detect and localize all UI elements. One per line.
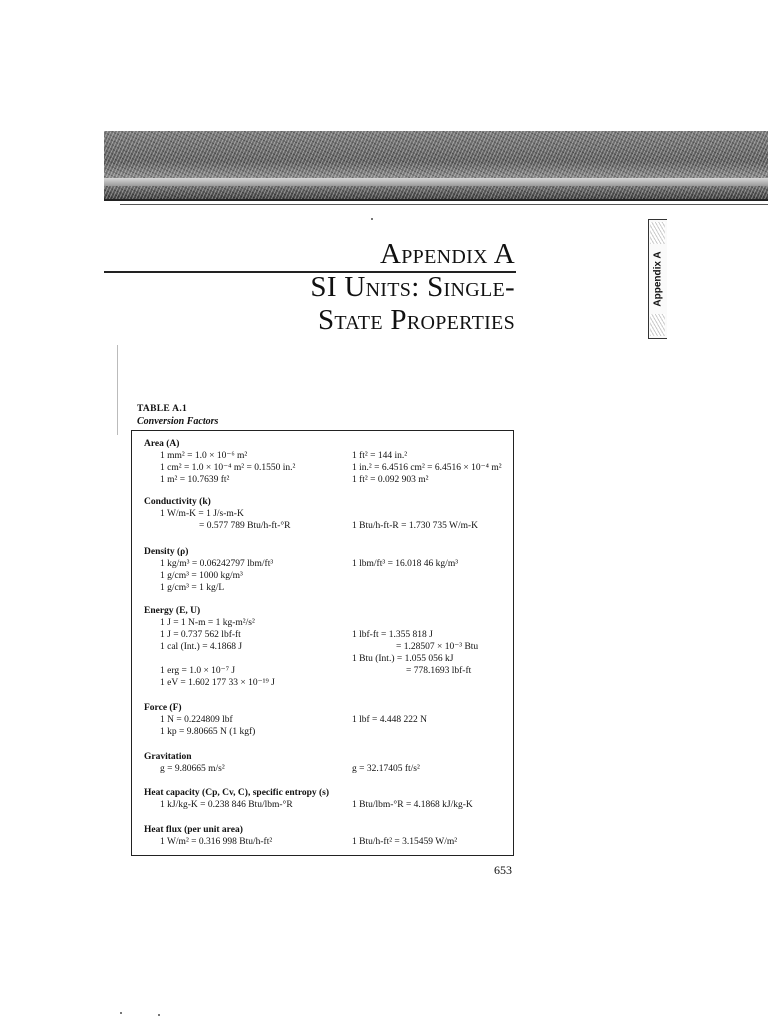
table-cell: g = 32.17405 ft/s² — [352, 764, 420, 774]
chapter-title-line-3: State Properties — [317, 304, 515, 336]
table-cell: 1 lbf = 4.448 222 N — [352, 715, 428, 725]
table-cell: 1 g/cm³ = 1000 kg/m³ — [160, 571, 243, 581]
table-cell: 1 g/cm³ = 1 kg/L — [160, 583, 225, 593]
page-number: 653 — [494, 863, 512, 877]
table-cell: 1 J = 0.737 562 lbf-ft — [160, 630, 241, 640]
table-cell: = 0.577 789 Btu/h-ft-°R — [199, 521, 291, 531]
scan-speck — [120, 1012, 122, 1014]
table-cell: 1 cal (Int.) = 4.1868 J — [160, 642, 243, 652]
section-heading-conductivity: Conductivity (k) — [144, 497, 211, 507]
table-cell: 1 W/m-K = 1 J/s-m-K — [160, 509, 244, 519]
section-heading-energy: Energy (E, U) — [144, 606, 201, 616]
appendix-side-tab — [648, 219, 667, 339]
table-cell: 1 ft² = 0.092 903 m² — [352, 475, 429, 485]
side-tab-label: Appendix A — [652, 251, 664, 307]
top-rule-thin — [120, 204, 768, 205]
chapter-title-line-2: SI Units: Single- — [310, 271, 515, 303]
conversion-table — [131, 430, 514, 856]
table-cell: 1 ft² = 144 in.² — [352, 451, 408, 461]
table-cell: 1 Btu/lbm-°R = 4.1868 kJ/kg-K — [352, 800, 473, 810]
chapter-banner — [104, 131, 768, 199]
section-heading-density: Density (ρ) — [144, 547, 189, 557]
table-cell: 1 eV = 1.602 177 33 × 10⁻¹⁹ J — [160, 678, 275, 688]
table-cell: 1 kJ/kg-K = 0.238 846 Btu/lbm-°R — [160, 800, 293, 810]
table-cell: g = 9.80665 m/s² — [160, 764, 225, 774]
table-cell: 1 N = 0.224809 lbf — [160, 715, 233, 725]
table-cell: 1 cm² = 1.0 × 10⁻⁴ m² = 0.1550 in.² — [160, 463, 296, 473]
scan-speck — [158, 1014, 160, 1016]
section-heading-heat-capacity: Heat capacity (Cp, Cv, C), specific entropy (s) — [144, 788, 330, 798]
section-heading-force: Force (F) — [144, 703, 182, 713]
table-cell: 1 kp = 9.80665 N (1 kgf) — [160, 727, 256, 737]
top-rule — [104, 199, 768, 201]
table-cell: 1 W/m² = 0.316 998 Btu/h-ft² — [160, 837, 273, 847]
table-label: TABLE A.1 — [137, 404, 188, 414]
table-cell: 1 erg = 1.0 × 10⁻⁷ J — [160, 666, 236, 676]
table-cell: 1 lbm/ft³ = 16.018 46 kg/m³ — [352, 559, 459, 569]
table-cell: 1 m² = 10.7639 ft² — [160, 475, 230, 485]
table-cell: 1 in.² = 6.4516 cm² = 6.4516 × 10⁻⁴ m² — [352, 463, 502, 473]
section-heading-heat-flux: Heat flux (per unit area) — [144, 825, 243, 835]
table-cell: 1 kg/m³ = 0.06242797 lbm/ft³ — [160, 559, 274, 569]
scan-speck — [371, 218, 373, 220]
side-tab-shade-bottom — [650, 314, 665, 336]
table-cell: 1 Btu/h-ft-R = 1.730 735 W/m-K — [352, 521, 479, 531]
section-heading-gravitation: Gravitation — [144, 752, 192, 762]
table-cell: 1 lbf-ft = 1.355 818 J — [352, 630, 433, 640]
table-cell: = 1.28507 × 10⁻³ Btu — [396, 642, 479, 652]
table-cell: 1 mm² = 1.0 × 10⁻⁶ m² — [160, 451, 248, 461]
side-tab-shade-top — [650, 222, 665, 244]
table-cell: 1 J = 1 N-m = 1 kg-m²/s² — [160, 618, 255, 628]
margin-line — [117, 345, 118, 435]
table-caption: Conversion Factors — [137, 416, 219, 427]
banner-stripe — [104, 178, 768, 186]
table-cell: = 778.1693 lbf-ft — [406, 666, 472, 676]
table-cell: 1 Btu (Int.) = 1.055 056 kJ — [352, 654, 454, 664]
chapter-title-line-1: Appendix A — [380, 238, 515, 270]
table-cell: 1 Btu/h-ft² = 3.15459 W/m² — [352, 837, 458, 847]
chapter-title — [310, 238, 515, 337]
section-heading-area: Area (A) — [144, 439, 180, 449]
